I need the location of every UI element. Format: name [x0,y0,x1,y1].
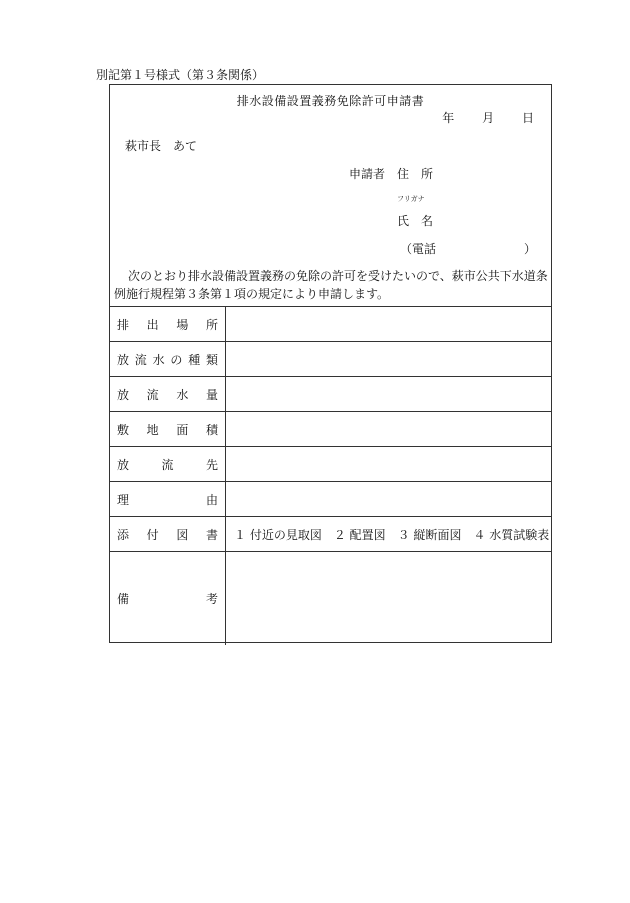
row-label-text: 放 流 先 [117,457,218,472]
applicant-address-label: 申請者 住 所 [349,167,434,181]
table-row [110,481,551,516]
phone-label: （電話 [400,242,437,256]
row-label [110,412,226,446]
table-row [110,306,551,341]
row-label-text: 添 付 図 書 [117,527,218,542]
row-label-text: 排 出 場 所 [117,317,218,332]
table-row [110,446,551,481]
month-label: 月 [482,111,495,125]
row-label [110,307,226,341]
request-statement: 次のとおり排水設備設置義務の免除の許可を受けたいので、萩市公共下水道条例施行規程第３条第１項の規定により申請します。 [114,269,548,301]
form-table [110,306,551,645]
form-caption: 別記第１号様式（第３条関係） [96,68,265,82]
application-form [109,84,552,643]
addressee: 萩市長 あて [125,139,198,153]
row-label [110,447,226,481]
row-label-text: 理 由 [117,492,218,507]
form-header [110,85,551,306]
day-label: 日 [521,111,534,125]
row-label-text: 放 流 水 量 [117,387,218,402]
form-title: 排水設備設置義務免除許可申請書 [236,94,425,108]
furigana-label: フリガナ [397,195,425,203]
date-line [418,109,534,126]
table-row [110,411,551,446]
row-label [110,482,226,516]
table-row [110,376,551,411]
row-label-text: 放 流 水 の 種 類 [117,352,218,367]
row-label [110,517,226,551]
row-label [110,377,226,411]
phone-close-paren: ） [524,242,537,256]
row-value[interactable]: １ 付近の見取図 ２ 配置図 ３ 縦断面図 ４ 水質試験表 [234,527,550,542]
row-label-text: 備 考 [117,592,218,606]
row-label [110,342,226,376]
name-label: 氏 名 [397,214,434,228]
table-row [110,516,551,551]
row-label-text: 敷 地 面 積 [117,422,218,437]
table-row [110,551,551,645]
year-label: 年 [442,111,455,125]
table-row [110,341,551,376]
row-label [110,552,226,645]
